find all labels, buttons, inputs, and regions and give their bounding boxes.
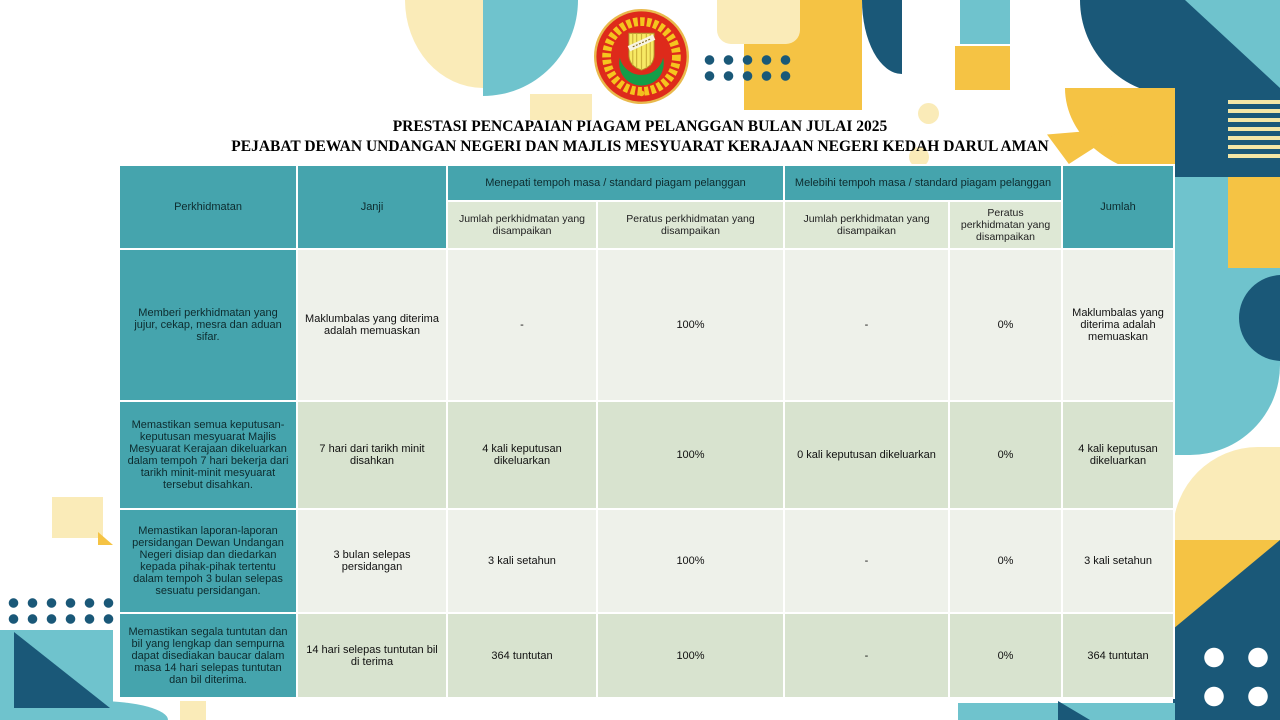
subheader-menepati-peratus: Peratus perkhidmatan yang disampaikan (597, 201, 784, 249)
decor-gold-speech-tail (98, 532, 113, 545)
decor-white-dot-grid (1192, 638, 1278, 716)
kedah-state-crest-logo (593, 8, 690, 110)
slide-title (0, 117, 1280, 157)
slide-title-line1: PRESTASI PENCAPAIAN PIAGAM PELANGGAN BULAN JULAI 2025 (392, 118, 888, 135)
cell-r1-melebihi-jumlah: - (784, 249, 949, 401)
cell-r3-janji: 3 bulan selepas persidangan (297, 509, 447, 613)
table-row-3 (119, 509, 1174, 613)
decor-navy-quarter-disc-top (862, 0, 902, 74)
cell-r2-menepati-jumlah: 4 kali keputusan dikeluarkan (447, 401, 597, 509)
cell-r4-jumlah: 364 tuntutan (1062, 613, 1174, 698)
cell-r1-melebihi-peratus: 0% (949, 249, 1062, 401)
decor-pale-tab-top (717, 0, 800, 44)
cell-r4-menepati-jumlah: 364 tuntutan (447, 613, 597, 698)
header-perkhidmatan: Perkhidmatan (119, 165, 297, 249)
header-jumlah: Jumlah (1062, 165, 1174, 249)
cell-r3-melebihi-jumlah: - (784, 509, 949, 613)
subheader-melebihi-peratus: Peratus perkhidmatan yang disampaikan (949, 201, 1062, 249)
slide-title-line2: PEJABAT DEWAN UNDANGAN NEGERI DAN MAJLIS MESYUARAT KERAJAAN NEGERI KEDAH DARUL AMAN (231, 138, 1049, 156)
cell-r1-janji: Maklumbalas yang diterima adalah memuaskan (297, 249, 447, 401)
decor-navy-dot-grid-top (700, 52, 796, 84)
cell-r1-perkhidmatan: Memberi perkhidmatan yang jujur, cekap, mesra dan aduan sifar. (119, 249, 297, 401)
decor-gold-square-topright (955, 46, 1010, 90)
crest-graphic (593, 8, 690, 105)
cell-r3-menepati-peratus: 100% (597, 509, 784, 613)
cell-r2-menepati-peratus: 100% (597, 401, 784, 509)
decor-pale-quarter-disc-top (405, 0, 483, 88)
table-row-1 (119, 249, 1174, 401)
charter-performance-table (118, 164, 1175, 699)
cell-r3-perkhidmatan: Memastikan laporan-laporan persidangan Dewan Undangan Negeri disiap dan diedarkan kepada pihak-pihak tertentu dalam tempoh 3 bulan selepas sesuatu persidangan. (119, 509, 297, 613)
decor-pale-dome-right (1173, 447, 1280, 540)
decor-pale-square-bottom (180, 701, 206, 720)
cell-r2-melebihi-peratus: 0% (949, 401, 1062, 509)
cell-r3-menepati-jumlah: 3 kali setahun (447, 509, 597, 613)
decor-gold-rect-right (1228, 177, 1280, 268)
cell-r1-menepati-jumlah: - (447, 249, 597, 401)
decor-navy-dot-grid-left (4, 595, 119, 626)
cell-r4-janji: 14 hari selepas tuntutan bil di terima (297, 613, 447, 698)
decor-pale-speech-square (52, 497, 103, 538)
table-row-2 (119, 401, 1174, 509)
cell-r4-melebihi-peratus: 0% (949, 613, 1062, 698)
header-janji: Janji (297, 165, 447, 249)
cell-r1-jumlah: Maklumbalas yang diterima adalah memuaskan (1062, 249, 1174, 401)
cell-r3-jumlah: 3 kali setahun (1062, 509, 1174, 613)
decor-teal-rect-topright (960, 0, 1010, 44)
cell-r3-melebihi-peratus: 0% (949, 509, 1062, 613)
subheader-menepati-jumlah: Jumlah perkhidmatan yang disampaikan (447, 201, 597, 249)
header-melebihi-group: Melebihi tempoh masa / standard piagam pelanggan (784, 165, 1062, 201)
cell-r1-menepati-peratus: 100% (597, 249, 784, 401)
subheader-melebihi-jumlah: Jumlah perkhidmatan yang disampaikan (784, 201, 949, 249)
cell-r4-menepati-peratus: 100% (597, 613, 784, 698)
table-row-4 (119, 613, 1174, 698)
decor-teal-quarter-disc-top (483, 0, 578, 96)
cell-r4-perkhidmatan: Memastikan segala tuntutan dan bil yang lengkap dan sempurna dapat disediakan baucar dalam masa 14 hari selepas tuntutan dan bil diterima. (119, 613, 297, 698)
cell-r2-perkhidmatan: Memastikan semua keputusan-keputusan mesyuarat Majlis Mesyuarat Kerajaan dikeluarkan dalam tempoh 7 hari bekerja dari tarikh minit-minit mesyuarat tersebut disahkan. (119, 401, 297, 509)
header-menepati-group: Menepati tempoh masa / standard piagam pelanggan (447, 165, 784, 201)
cell-r2-janji: 7 hari dari tarikh minit disahkan (297, 401, 447, 509)
cell-r2-jumlah: 4 kali keputusan dikeluarkan (1062, 401, 1174, 509)
cell-r4-melebihi-jumlah: - (784, 613, 949, 698)
cell-r2-melebihi-jumlah: 0 kali keputusan dikeluarkan (784, 401, 949, 509)
